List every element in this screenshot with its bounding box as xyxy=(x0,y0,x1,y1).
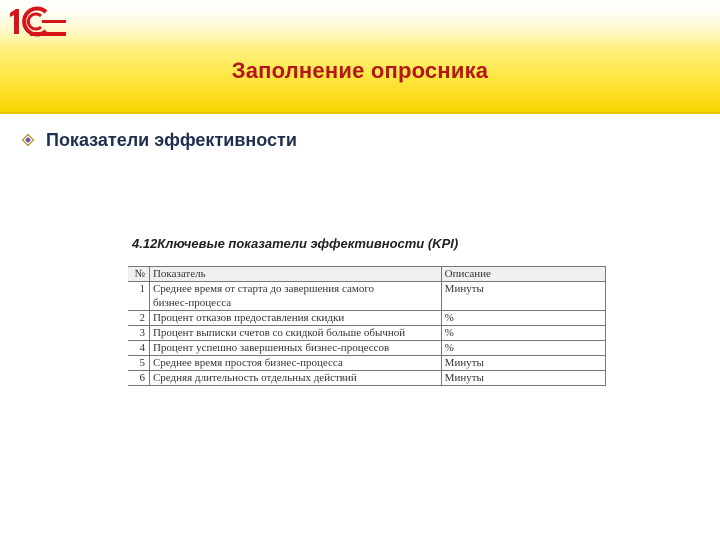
row-num: 1 xyxy=(128,282,149,297)
row-description: Минуты xyxy=(441,371,605,386)
row-num: 2 xyxy=(128,311,149,326)
table-row xyxy=(128,311,606,326)
row-indicator: Средняя длительность отдельных действий xyxy=(149,371,441,386)
header-shine xyxy=(0,0,720,48)
table-row xyxy=(128,282,606,297)
table-header-row xyxy=(128,267,606,282)
row-description: % xyxy=(441,326,605,341)
logo-1c-icon xyxy=(6,4,68,38)
kpi-table xyxy=(128,266,606,386)
row-indicator: Процент успешно завершенных бизнес-процессов xyxy=(149,341,441,356)
row-num xyxy=(128,296,149,311)
kpi-caption: 4.12Ключевые показатели эффективности (KPI) xyxy=(132,236,459,251)
table-row-continuation xyxy=(128,296,606,311)
header-band xyxy=(0,0,720,112)
page-title: Заполнение опросника xyxy=(231,58,489,83)
diamond-bullet-icon xyxy=(22,134,34,146)
row-indicator: Процент отказов предоставления скидки xyxy=(149,311,441,326)
row-indicator: Среднее время от старта до завершения самого xyxy=(149,282,441,297)
row-description: % xyxy=(441,341,605,356)
bullet-text: Показатели эффективности xyxy=(46,130,297,150)
table-row xyxy=(128,326,606,341)
row-num: 4 xyxy=(128,341,149,356)
row-description: Минуты xyxy=(441,282,605,297)
row-description: % xyxy=(441,311,605,326)
row-indicator: Среднее время простоя бизнес-процесса xyxy=(149,356,441,371)
row-num: 6 xyxy=(128,371,149,386)
row-description xyxy=(441,296,605,311)
column-header-description: Описание xyxy=(441,267,605,282)
row-num: 5 xyxy=(128,356,149,371)
header-divider xyxy=(0,112,720,114)
table-row xyxy=(128,371,606,386)
table-row xyxy=(128,341,606,356)
column-header-num: № xyxy=(128,267,149,282)
row-num: 3 xyxy=(128,326,149,341)
row-description: Минуты xyxy=(441,356,605,371)
column-header-indicator: Показатель xyxy=(149,267,441,282)
table-row xyxy=(128,356,606,371)
row-indicator: Процент выписки счетов со скидкой больше обычной xyxy=(149,326,441,341)
row-indicator: бизнес-процесса xyxy=(149,296,441,311)
